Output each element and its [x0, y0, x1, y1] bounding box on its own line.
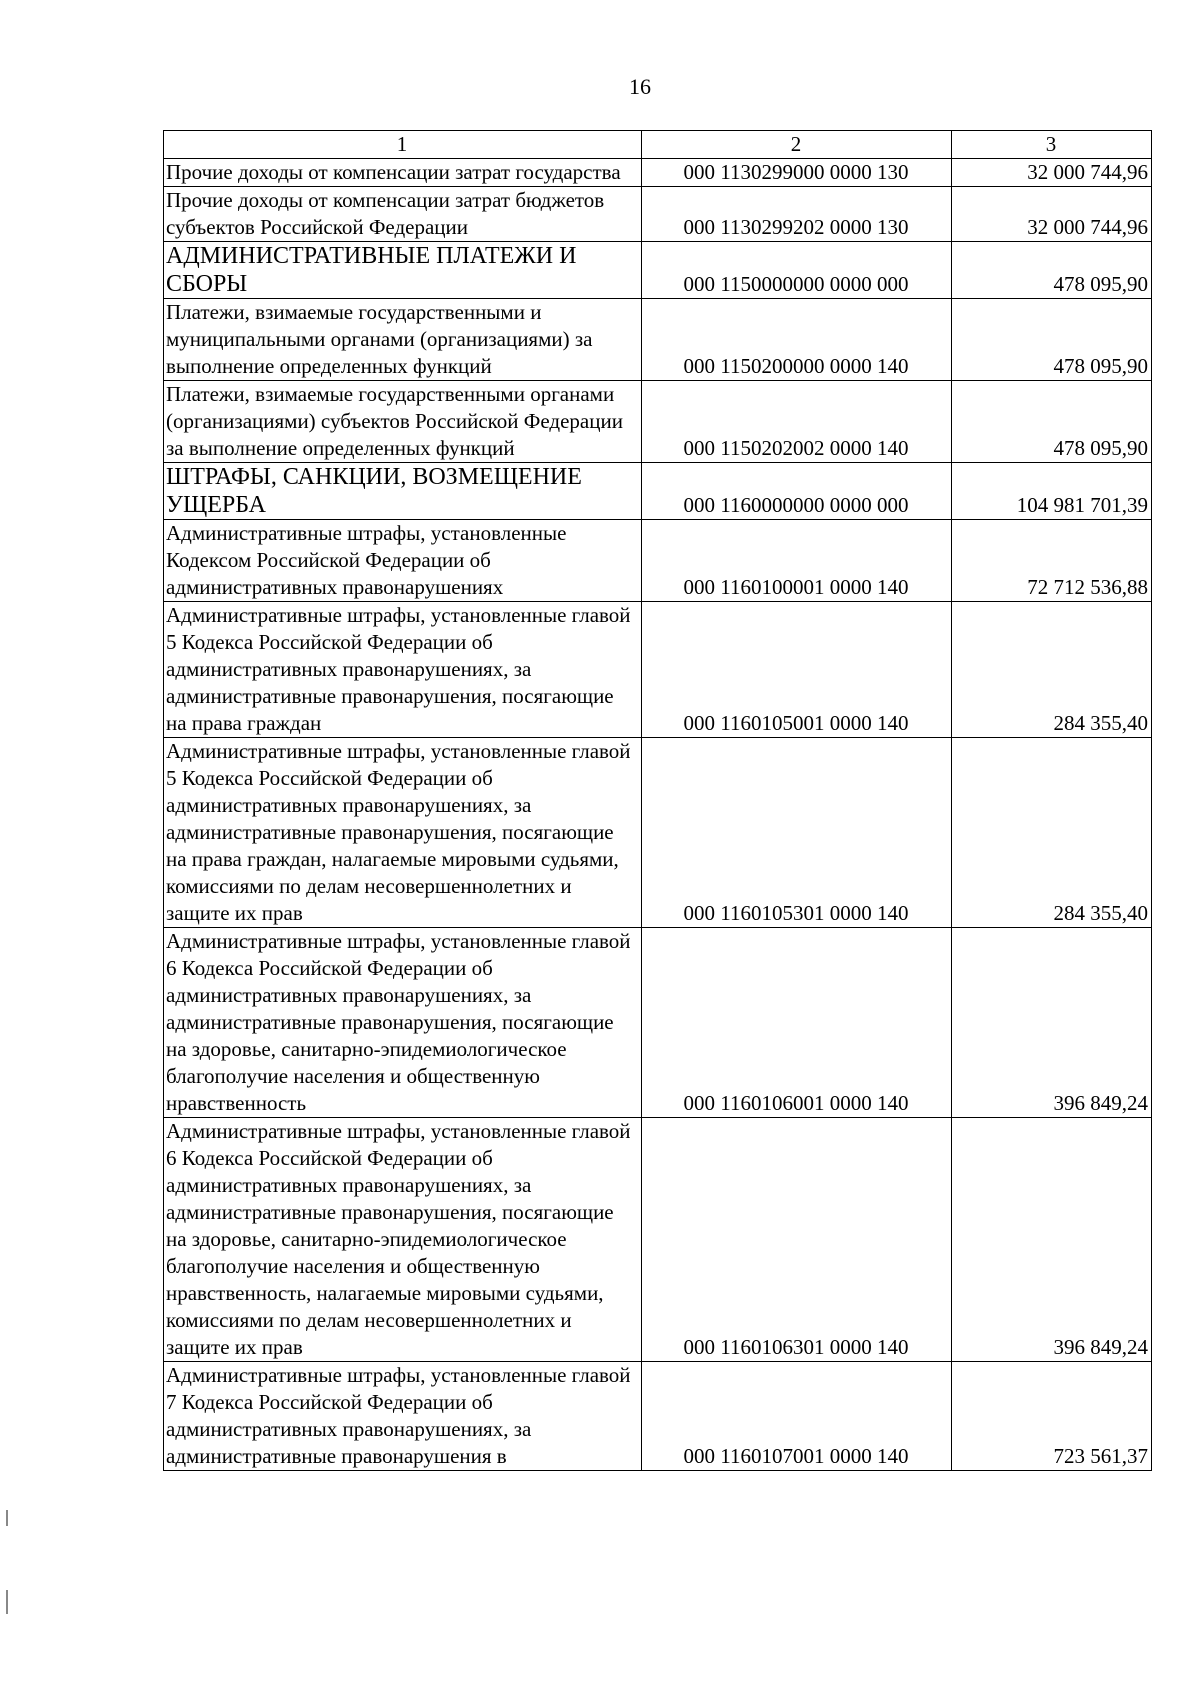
table-row — [164, 602, 1152, 738]
page-number: 16 — [629, 74, 651, 99]
table-row — [164, 463, 1152, 520]
row-amount-cell: 284 355,40 — [952, 738, 1152, 928]
row-code-cell: 000 1160105001 0000 140 — [642, 602, 952, 738]
row-code-cell: 000 1150200000 0000 140 — [642, 299, 952, 381]
table-header-row — [164, 131, 1152, 159]
row-name-cell: Административные штрафы, установленные главой 6 Кодекса Российской Федерации об административных правонарушениях, за административные правонарушения, посягающие на здоровье, санитарно-эпидемиологическое благополучие населения и общественную нравственность, налагаемые мировыми судьями, комиссиями по делам несовершеннолетних и защите их прав — [164, 1118, 642, 1362]
row-code-cell: 000 1160107001 0000 140 — [642, 1362, 952, 1471]
row-code-cell: 000 1160106001 0000 140 — [642, 928, 952, 1118]
row-code-cell: 000 1160000000 0000 000 — [642, 463, 952, 520]
row-name-cell: Прочие доходы от компенсации затрат бюджетов субъектов Российской Федерации — [164, 187, 642, 242]
table-row — [164, 1362, 1152, 1471]
header-col-3: 3 — [952, 131, 1152, 159]
header-col-2: 2 — [642, 131, 952, 159]
row-name-cell: ШТРАФЫ, САНКЦИИ, ВОЗМЕЩЕНИЕ УЩЕРБА — [164, 463, 642, 520]
row-name-cell: Административные штрафы, установленные главой 7 Кодекса Российской Федерации об административных правонарушениях, за административные правонарушения в — [164, 1362, 642, 1471]
row-name-cell: Административные штрафы, установленные главой 6 Кодекса Российской Федерации об административных правонарушениях, за административные правонарушения, посягающие на здоровье, санитарно-эпидемиологическое благополучие населения и общественную нравственность — [164, 928, 642, 1118]
row-amount-cell: 104 981 701,39 — [952, 463, 1152, 520]
row-amount-cell: 32 000 744,96 — [952, 159, 1152, 187]
scan-artifact — [6, 1510, 8, 1526]
row-amount-cell: 396 849,24 — [952, 1118, 1152, 1362]
row-amount-cell: 284 355,40 — [952, 602, 1152, 738]
row-name-cell: Административные штрафы, установленные Кодексом Российской Федерации об административных правонарушениях — [164, 520, 642, 602]
row-code-cell: 000 1160100001 0000 140 — [642, 520, 952, 602]
table-row — [164, 928, 1152, 1118]
row-name-cell: Административные штрафы, установленные главой 5 Кодекса Российской Федерации об административных правонарушениях, за административные правонарушения, посягающие на права граждан — [164, 602, 642, 738]
row-code-cell: 000 1150000000 0000 000 — [642, 242, 952, 299]
row-code-cell: 000 1130299202 0000 130 — [642, 187, 952, 242]
row-name-cell: Платежи, взимаемые государственными и муниципальными органами (организациями) за выполнение определенных функций — [164, 299, 642, 381]
header-col-1: 1 — [164, 131, 642, 159]
table-row — [164, 381, 1152, 463]
row-name-cell: Административные штрафы, установленные главой 5 Кодекса Российской Федерации об административных правонарушениях, за административные правонарушения, посягающие на права граждан, налагаемые мировыми судьями, комиссиями по делам несовершеннолетних и защите их прав — [164, 738, 642, 928]
row-code-cell: 000 1160106301 0000 140 — [642, 1118, 952, 1362]
row-name-cell: АДМИНИСТРАТИВНЫЕ ПЛАТЕЖИ И СБОРЫ — [164, 242, 642, 299]
table-row — [164, 1118, 1152, 1362]
row-amount-cell: 723 561,37 — [952, 1362, 1152, 1471]
table-row — [164, 242, 1152, 299]
row-amount-cell: 32 000 744,96 — [952, 187, 1152, 242]
table-row — [164, 299, 1152, 381]
row-code-cell: 000 1160105301 0000 140 — [642, 738, 952, 928]
row-amount-cell: 396 849,24 — [952, 928, 1152, 1118]
table-row — [164, 159, 1152, 187]
row-code-cell: 000 1150202002 0000 140 — [642, 381, 952, 463]
row-amount-cell: 72 712 536,88 — [952, 520, 1152, 602]
row-amount-cell: 478 095,90 — [952, 242, 1152, 299]
table-row — [164, 187, 1152, 242]
row-amount-cell: 478 095,90 — [952, 299, 1152, 381]
table-row — [164, 738, 1152, 928]
row-name-cell: Прочие доходы от компенсации затрат государства — [164, 159, 642, 187]
row-amount-cell: 478 095,90 — [952, 381, 1152, 463]
table-row — [164, 520, 1152, 602]
scan-artifact — [6, 1590, 8, 1614]
budget-table — [163, 130, 1152, 1471]
row-code-cell: 000 1130299000 0000 130 — [642, 159, 952, 187]
row-name-cell: Платежи, взимаемые государственными органами (организациями) субъектов Российской Федерации за выполнение определенных функций — [164, 381, 642, 463]
